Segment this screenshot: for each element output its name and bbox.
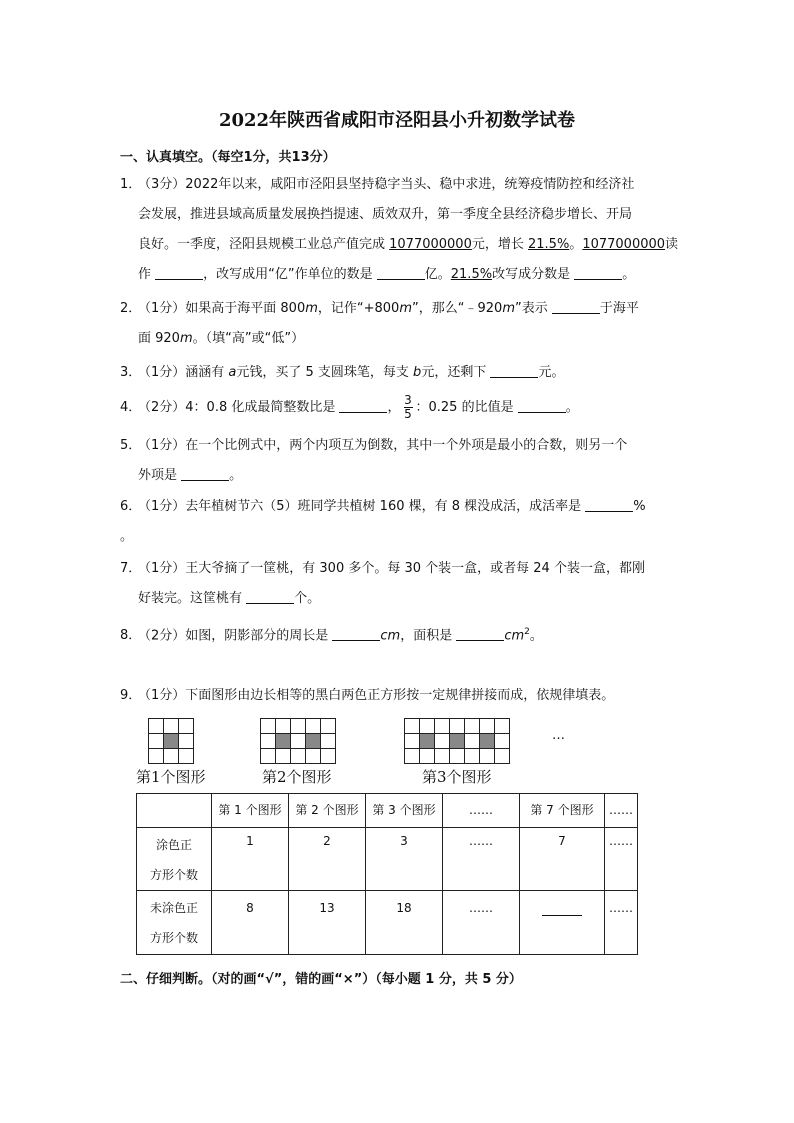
unit-m: m <box>502 301 515 316</box>
question-text: 。 <box>120 529 134 544</box>
question-text: （1分）下面图形由边长相等的黑白两色正方形按一定规律拼接而成，依规律填表。 <box>138 688 615 703</box>
unit-cm2: cm <box>504 628 525 644</box>
table-cell: 1 <box>212 828 289 891</box>
question-text: 于海平 <box>599 301 639 316</box>
table-cell: 8 <box>212 891 289 955</box>
table-row <box>137 828 638 891</box>
question-4 <box>120 393 680 423</box>
pattern-table <box>136 793 638 955</box>
table-cell: …… <box>605 891 638 955</box>
question-8 <box>120 617 680 651</box>
question-number: 1． <box>120 177 142 192</box>
question-text: 面 920 <box>138 331 180 346</box>
answer-blank[interactable] <box>377 265 425 280</box>
question-text: 。 <box>622 267 636 282</box>
variable-b: b <box>413 365 422 380</box>
question-text: 个。 <box>294 591 321 606</box>
answer-blank[interactable] <box>246 589 294 604</box>
table-row-label: 未涂色正 方形个数 <box>137 891 212 955</box>
table-header-cell: 第 2 个图形 <box>289 794 366 828</box>
table-row <box>137 891 638 955</box>
underlined-percent: 21.5% <box>528 237 570 252</box>
question-text: ：0.25 的比值是 <box>415 400 518 415</box>
question-number: 2． <box>120 301 142 316</box>
question-5 <box>120 431 680 491</box>
pattern-grid-3 <box>404 718 510 764</box>
underlined-number: 1077000000 <box>582 237 666 252</box>
table-header-cell: 第 3 个图形 <box>366 794 443 828</box>
question-text: 元，增长 <box>471 237 528 252</box>
section-heading-judgement: 二、仔细判断。（对的画“√”，错的画“×”）（每小题 1 分，共 5 分） <box>120 972 522 987</box>
question-text: （2分）4：0.8 化成最简整数比是 <box>138 400 340 415</box>
answer-blank[interactable] <box>181 466 229 481</box>
pattern-figure <box>136 714 568 788</box>
question-text: 好装完。这筐桃有 <box>138 591 247 606</box>
question-number: 5． <box>120 438 142 453</box>
question-text: 良好。一季度，泾阳县规模工业总产值完成 <box>138 237 390 252</box>
question-number: 4． <box>120 400 142 415</box>
unit-m: m <box>305 301 318 316</box>
question-text: （1分）王大爷摘了一筐桃，有 300 多个。每 30 个装一盒，或者每 24 个装一盒，都刚 <box>138 561 645 576</box>
question-2 <box>120 294 680 354</box>
question-text: 改写成分数是 <box>492 267 575 282</box>
question-number: 9． <box>120 688 142 703</box>
question-1 <box>120 170 680 290</box>
exponent: 2 <box>524 627 530 637</box>
question-text: （2分）如图，阴影部分的周长是 <box>138 628 333 644</box>
question-text: 亿。 <box>424 267 451 282</box>
answer-blank[interactable] <box>574 265 622 280</box>
question-text: ”表示 <box>514 301 552 316</box>
table-header-cell: 第 1 个图形 <box>212 794 289 828</box>
table-cell: …… <box>443 828 520 891</box>
question-text: 。（填“高”或“低”） <box>192 331 305 346</box>
question-number: 3． <box>120 365 142 380</box>
unit-m: m <box>399 301 413 316</box>
variable-a: a <box>228 365 237 380</box>
table-cell: 3 <box>366 828 443 891</box>
fraction-denominator: 5 <box>404 407 412 421</box>
pattern-grid-1 <box>148 718 194 764</box>
answer-blank[interactable] <box>155 265 203 280</box>
question-text: ，记作“+800 <box>317 301 400 316</box>
question-text: 。 <box>529 628 543 644</box>
page-title: 2022年陕西省咸阳市泾阳县小升初数学试卷 <box>218 110 576 131</box>
question-text: （3分）2022年以来，咸阳市泾阳县坚持稳字当头、稳中求进，统筹疫情防控和经济社 <box>138 177 635 192</box>
question-text: 会发展，推进县域高质量发展换挡提速、质效双升，第一季度全县经济稳步增长、开局 <box>138 207 633 222</box>
question-text: （1分）涵涵有 <box>138 365 229 380</box>
answer-blank[interactable] <box>552 299 600 314</box>
question-text: ，面积是 <box>400 628 457 644</box>
table-row-label: 涂色正 方形个数 <box>137 828 212 891</box>
table-cell: …… <box>605 828 638 891</box>
question-7 <box>120 554 680 614</box>
answer-blank[interactable] <box>542 901 582 916</box>
question-text: 元钱，买了 5 支圆珠笔，每支 <box>236 365 414 380</box>
figure-label-1: 第1个图形 <box>136 768 206 786</box>
table-header-row <box>137 794 638 828</box>
question-text: ， <box>387 400 401 415</box>
underlined-percent: 21.5% <box>450 267 493 282</box>
question-text: 元，还剩下 <box>421 365 491 380</box>
question-text: ”，那么“﹣920 <box>412 301 503 316</box>
answer-blank[interactable] <box>456 626 504 641</box>
pattern-grid-2 <box>260 718 336 764</box>
question-text: （1分）去年植树节六（5）班同学共植树 160 棵，有 8 棵没成活，成活率是 <box>138 499 586 514</box>
figure-label-3: 第3个图形 <box>422 768 492 786</box>
underlined-number: 1077000000 <box>389 237 472 252</box>
answer-blank[interactable] <box>585 497 633 512</box>
question-text: （1分）在一个比例式中，两个内项互为倒数，其中一个外项是最小的合数，则另一个 <box>138 438 628 453</box>
figure-ellipsis: … <box>552 728 565 743</box>
answer-blank[interactable] <box>518 398 566 413</box>
question-text: 读 <box>665 237 679 252</box>
table-answer-cell[interactable] <box>520 891 605 955</box>
question-text: 外项是 <box>138 468 182 483</box>
question-9 <box>120 681 680 711</box>
fraction <box>404 394 413 421</box>
question-text: ，改写成用“亿”作单位的数是 <box>203 267 377 282</box>
fraction-numerator: 3 <box>404 393 412 407</box>
question-number: 7． <box>120 561 142 576</box>
question-3 <box>120 358 680 388</box>
table-cell: 2 <box>289 828 366 891</box>
table-cell: 13 <box>289 891 366 955</box>
question-6 <box>120 492 680 552</box>
section-heading-fill-blanks: 一、认真填空。（每空1分，共13分） <box>120 150 336 165</box>
unit-m: m <box>179 331 193 346</box>
question-text: 元。 <box>538 365 565 380</box>
unit-cm: cm <box>380 628 401 644</box>
table-header-cell: …… <box>605 794 638 828</box>
figure-label-2: 第2个图形 <box>262 768 332 786</box>
table-header-cell: 第 7 个图形 <box>520 794 605 828</box>
table-cell: 18 <box>366 891 443 955</box>
table-corner-cell <box>137 794 212 828</box>
table-cell: 7 <box>520 828 605 891</box>
question-text: 作 <box>138 267 156 282</box>
answer-blank[interactable] <box>339 398 387 413</box>
question-number: 6． <box>120 499 142 514</box>
question-text: % <box>633 499 646 514</box>
table-cell: …… <box>443 891 520 955</box>
question-text: 。 <box>565 400 579 415</box>
table-header-cell: …… <box>443 794 520 828</box>
question-number: 8． <box>120 628 142 644</box>
answer-blank[interactable] <box>332 626 380 641</box>
question-text: （1分）如果高于海平面 800 <box>138 301 306 316</box>
question-text: 。 <box>569 237 583 252</box>
question-text: 。 <box>229 468 243 483</box>
answer-blank[interactable] <box>490 363 538 378</box>
